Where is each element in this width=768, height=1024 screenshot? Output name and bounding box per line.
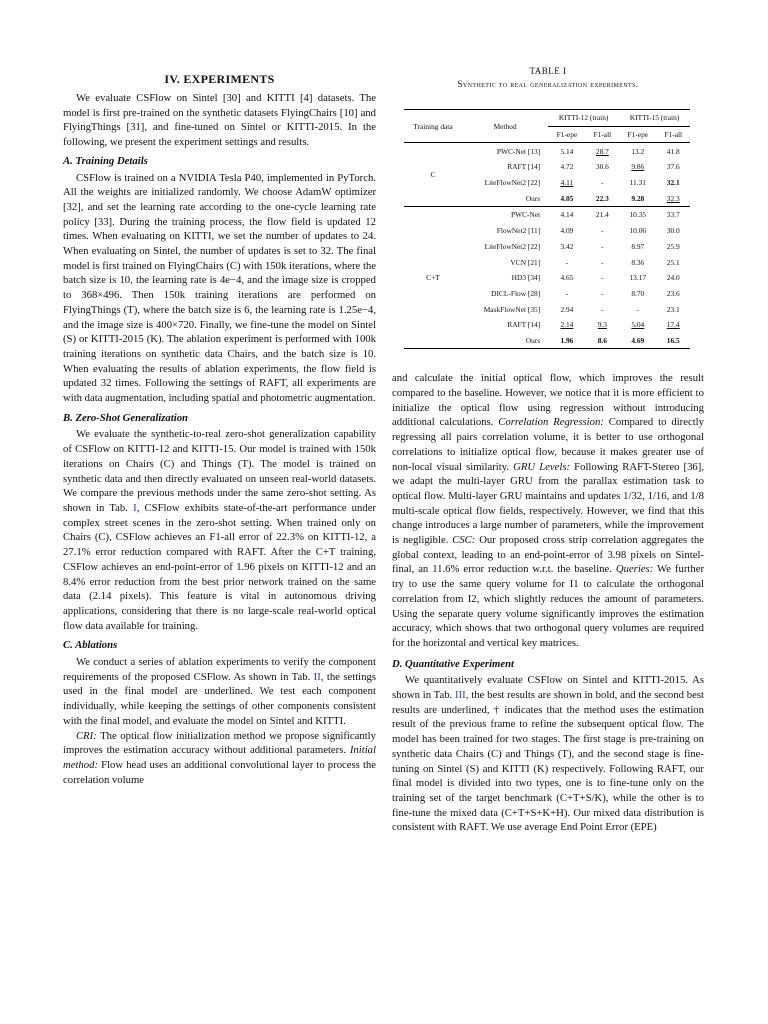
value-cell: 23.1 [666,304,680,314]
ablations-paragraph: We conduct a series of ablation experiments to verify the component requirements of the proposed CSFlow. As shown in Tab. II, the settings used in the final model are underlined. We test each component individually, while keeping the settings of other components consistent with the final model, and evaluate the model on Sintel and KITTI. [63,656,377,727]
method-cell: PWC-Net [13] [496,146,541,156]
subsection-title-quantitative: D. Quantitative Experiment [392,657,515,670]
method-cell: LiteFlowNet2 [22] [484,178,541,188]
value-cell: 10.35 [629,210,647,220]
value-cell: 3.42 [560,241,574,251]
value-cell: 9.28 [631,193,645,203]
value-cell: 33.7 [666,210,680,220]
col-header-training-data: Training data [413,121,453,131]
value-cell: 37.6 [666,162,680,172]
section-intro: We evaluate CSFlow on Sintel [30] and KITTI [4] datasets. The model is first pre-trained on the synthetic datasets FlyingChairs [10] and FlyingThings [31], and fine-tuned on Sintel or KITTI-2015. In the following, we present the experiment settings and results. [63,92,376,149]
value-cell: 23.6 [666,288,680,298]
value-cell: 4.65 [560,273,574,283]
col-header-f1epe: F1-epe [556,130,578,140]
table-ref-link[interactable]: III [455,689,466,702]
method-cell: PWC-Net [511,210,541,220]
method-cell: Ours [525,335,541,345]
col-header-f1epe: F1-epe [627,130,649,140]
value-cell: - [601,241,604,251]
cri-paragraph: CRI: The optical flow initialization method we propose significantly improves the estimation accuracy without additional parameters. Initial method: Flow head uses an additional convolutional layer to process the correlation volume [63,729,376,786]
value-cell: 41.8 [666,146,680,156]
col-header-kitti12: KITTI-12 (train) [548,110,619,127]
value-cell: 30.0 [666,226,680,236]
value-cell: 4.72 [560,162,574,172]
method-cell: MaskFlowNet [35] [483,304,541,314]
value-cell: - [565,257,569,267]
value-cell: 11.31 [629,178,646,188]
value-cell: 5.14 [560,146,574,156]
value-cell: 9.86 [631,162,645,172]
section-title: IV. EXPERIMENTS [164,72,275,86]
value-cell: 21.4 [595,210,609,220]
value-cell: 4.05 [560,193,574,203]
value-cell: - [601,273,604,283]
value-cell: 1.96 [560,335,574,345]
value-cell: 17.4 [666,320,680,330]
value-cell: - [636,304,640,314]
value-cell: 24.0 [666,273,680,283]
value-cell: 13.17 [629,273,647,283]
method-cell: RAFT [14] [507,162,541,172]
method-cell: DICL-Flow [28] [491,288,541,298]
value-cell: 22.3 [595,193,609,203]
col-header-f1all: F1-all [664,130,683,140]
right-continuation-paragraph: and calculate the initial optical flow, which improves the result compared to the baseline. However, we notice that it is more efficient to initialize the optical flow using regression without introducing additional calculations. Correlation Regression: Compared to directly regressing all pairs correlation volume, it is better to use orthogonal correlations to initialize optical flow, because it makes greater use of non-local visual similarity. GRU Levels: Following RAFT-Stereo [36], we adapt the multi-layer GRU from the parallax estimation task to optical flow. Multi-layer GRU maintains and updates 1/32, 1/16, and 1/8 multi-scale optical flow fields, respectively. However, we find that this change introduces a large number of parameters, while the improvement is negligible. CSC: Our proposed cross strip correlation aggregates the global context, leading to an end-point-error of 3.98 pixels on Sintel-final, an 11.6% error reduction w.r.t. the baseline. Queries: We further try to use the same query volume for I1 to calculate the orthogonal correlation from I2, which slightly reduces the amount of parameters. Using the separate query volume significantly improves the estimation accuracy, which shows that two orthogonal query volumes are required for the horizontal and vertical key matrices. [392,372,705,649]
value-cell: 8.97 [631,241,645,251]
results-table [404,109,690,349]
method-cell: HD3 [34] [511,273,541,283]
col-header-method: Method [493,121,517,131]
table-caption: Synthetic to real generalization experiments. [457,79,639,89]
value-cell: 9.3 [597,320,607,330]
method-cell: RAFT [14] [507,320,541,330]
method-cell: LiteFlowNet2 [22] [484,241,541,251]
table-ref-link[interactable]: II [313,670,321,683]
value-cell: 4.09 [560,226,574,236]
value-cell: 8.36 [631,257,645,267]
value-cell: 16.5 [666,335,680,345]
zeroshot-paragraph: We evaluate the synthetic-to-real zero-shot generalization capability of CSFlow on KITTI-12 and KITTI-15. Our model is trained with 150k iterations on Chairs (C) and Things (T). The model is trained on synthetic data and then directly evaluated on unseen real-world datasets. We compare the previous methods under the same zero-shot setting. As shown in Tab. I, CSFlow exhibits state-of-the-art performance under complex street scenes in the zero-shot setting. When trained only on Chairs (C), CSFlow achieves an F1-all error of 22.3% on KITTI-12, a 27.1% error reduction compared with RAFT. After the C+T training, CSFlow achieves an end-point-error of 1.96 pixels on KITTI-12 and an 8.4% error reduction from the best prior network trained on the same data (2.14 pixels). This feature is vital in autonomous driving applications, considering that there is no large-scale real-world optical flow data available for training. [63,428,376,632]
col-header-f1all: F1-all [593,130,612,140]
table-label: TABLE I [529,66,567,76]
value-cell: 25.1 [666,257,680,267]
value-cell: - [601,226,604,236]
subsection-title-ablations: C. Ablations [63,639,118,652]
value-cell: - [601,304,604,314]
value-cell: - [601,288,604,298]
value-cell: - [601,257,604,267]
subsection-title-training: A. Training Details [63,154,148,167]
training-data-cell: C [430,170,436,180]
right-column [392,0,704,835]
left-column [63,0,376,787]
value-cell: 32.3 [666,193,680,203]
table-row [404,143,690,159]
quantitative-paragraph: We quantitatively evaluate CSFlow on Sintel and KITTI-2015. As shown in Tab. III, the best results are shown in bold, and the second best results are underlined, † indicates that the method uses the estimation result of the previous frame to refine the subsequent optical flow. The model has been trained for two stages. The first stage is pre-training on synthetic data Chairs (C) and Things (T), and the second stage is fine-tuning on Sintel (S) and KITTI (K) respectively. Following RAFT, our final model is divided into two types, one is to fine-tune only on the training set of the target benchmark (C+T+S/K), while the other is to fine-tune the mixed data (C+T+S+K+H). Our mixed data distribution is consistent with RAFT. We use average End Point Error (EPE) [392,674,704,834]
value-cell: 2.94 [560,304,574,314]
value-cell: 8.70 [631,288,645,298]
value-cell: 4.14 [560,210,574,220]
value-cell: 5.04 [631,320,645,330]
value-cell: 32.1 [666,178,680,188]
method-cell: VCN [21] [510,257,541,267]
value-cell: 13.2 [631,146,645,156]
value-cell: 28.7 [595,146,609,156]
value-cell: 4.69 [631,335,645,345]
value-cell: - [601,178,604,188]
table-row [404,207,690,223]
value-cell: - [565,288,569,298]
table-ref-link[interactable]: I [133,501,137,514]
method-cell: Ours [525,193,541,203]
method-cell: FlowNet2 [11] [496,226,541,236]
value-cell: 10.06 [629,226,647,236]
training-data-cell: C+T [426,273,440,283]
training-paragraph: CSFlow is trained on a NVIDIA Tesla P40, implemented in PyTorch. All the weights are initialized randomly. We choose AdamW optimizer [32], and set the learning rate according to the one-cycle learning rate policy [33]. During the training process, the flow field is updated 12 times. When evaluating on KITTI, we set the number of updates to 24. When evaluating on Sintel, the number of updates is set to 32. The final model is first trained on FlyingChairs (C) with 150k iterations, where the batch size is 10, the learning rate is 4e−4, and the image size is cropped to 368×496. Then 150k training iterations are performed on FlyingThings (T), where the batch size is 6, the learning rate is 1.25e−4, and the image size is 400×720. Finally, we fine-tune the model on Sintel (S) or KITTI-2015 (K). The ablation experiment is performed with 100k training iterations on synthetic data Chairs, and the batch size is 10. When evaluating the results of ablation experiments, the flow field is updated 32 times. Following the settings of RAFT, all experiments are with data augmentation, including spatial and photometric augmentation. [63,171,376,405]
value-cell: 4.11 [560,178,574,188]
subsection-title-zeroshot: B. Zero-Shot Generalization [63,411,188,424]
value-cell: 30.6 [595,162,609,172]
value-cell: 8.6 [597,335,607,345]
value-cell: 25.9 [666,241,680,251]
value-cell: 2.14 [560,320,574,330]
col-header-kitti15: KITTI-15 (train) [619,110,690,127]
